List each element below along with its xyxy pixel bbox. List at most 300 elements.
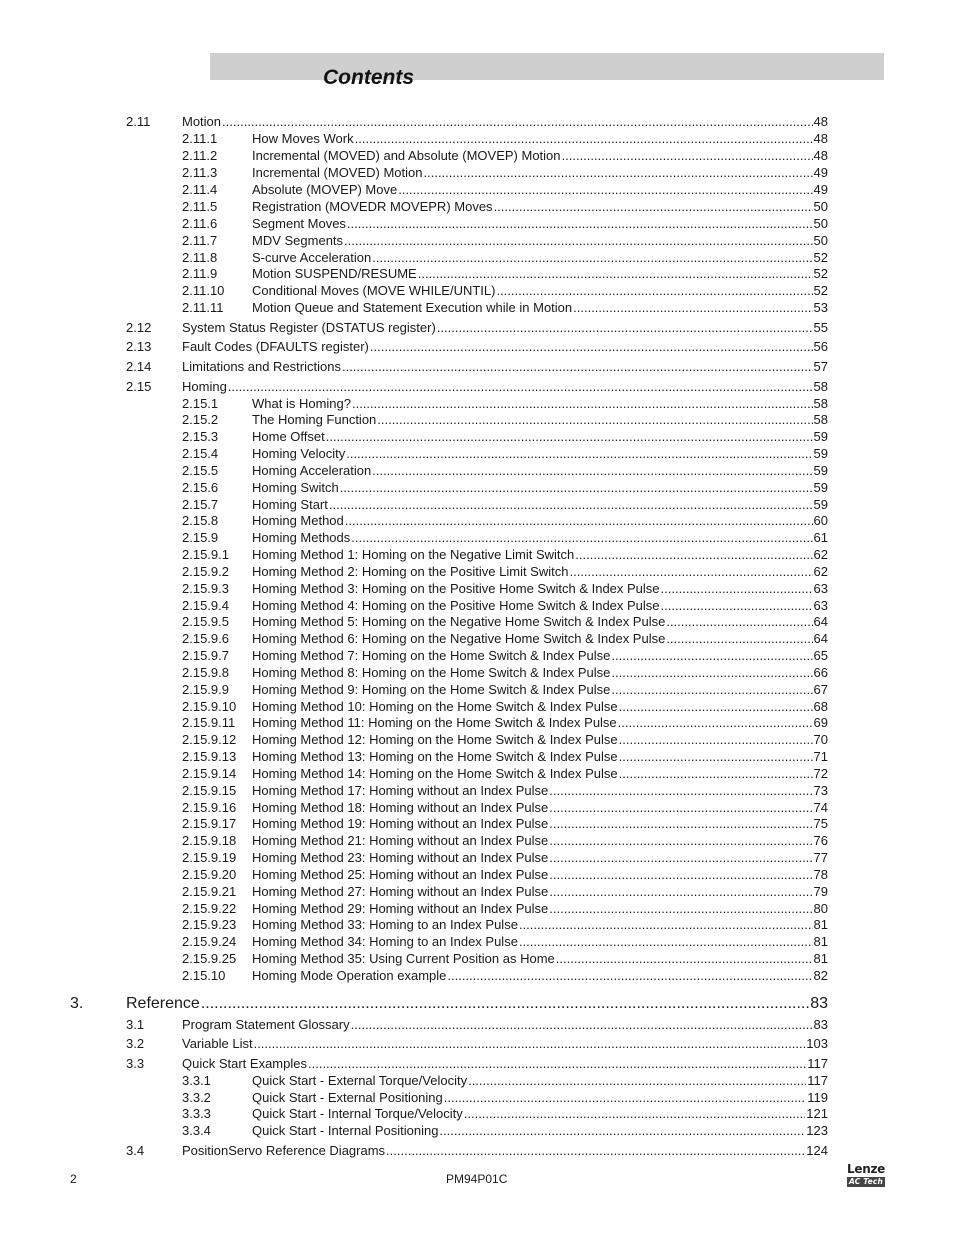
- toc-entry-page: 57: [813, 359, 828, 374]
- toc-entry[interactable]: [182, 563, 828, 580]
- toc-entry[interactable]: [182, 580, 828, 597]
- toc-entry-title: Homing Method 27: Homing without an Index Pulse: [252, 884, 549, 899]
- toc-entry-title: MDV Segments: [252, 233, 344, 248]
- toc-dot-leader: [619, 748, 813, 765]
- toc-entry-number: 2.15.5: [182, 463, 219, 478]
- toc-dot-leader: [418, 265, 813, 282]
- toc-entry-title: Homing Method 5: Homing on the Negative Home Switch & Index Pulse: [252, 614, 666, 629]
- toc-entry-page: 59: [813, 497, 828, 512]
- toc-entry[interactable]: [126, 1142, 828, 1159]
- toc-entry-title: Incremental (MOVED) Motion: [252, 165, 423, 180]
- toc-entry-number: 2.15.1: [182, 396, 219, 411]
- toc-entry[interactable]: [182, 866, 828, 883]
- toc-dot-leader: [562, 147, 813, 164]
- toc-entry-title: Home Offset: [252, 429, 325, 444]
- toc-entry-number: 2.15.9.15: [182, 783, 237, 798]
- toc-dot-leader: [370, 338, 813, 355]
- toc-dot-leader: [351, 1016, 813, 1033]
- toc-dot-leader: [464, 1105, 806, 1122]
- toc-entry[interactable]: [182, 900, 828, 917]
- toc-entry-title: Homing Method 25: Homing without an Index Pulse: [252, 867, 549, 882]
- toc-entry-title: Homing Velocity: [252, 446, 346, 461]
- toc-dot-leader: [619, 698, 813, 715]
- toc-entry-number: 2.15.9: [182, 530, 219, 545]
- toc-entry[interactable]: [182, 529, 828, 546]
- toc-dot-leader: [346, 445, 812, 462]
- toc-entry-title: Variable List: [182, 1036, 253, 1051]
- toc-dot-leader: [618, 714, 813, 731]
- toc-entry-page: 61: [813, 530, 828, 545]
- toc-entry[interactable]: [182, 428, 828, 445]
- toc-entry[interactable]: [182, 282, 828, 299]
- toc-entry-title: Homing Method 6: Homing on the Negative Home Switch & Index Pulse: [252, 631, 666, 646]
- toc-dot-leader: [228, 378, 813, 395]
- toc-entry-number: 2.13: [126, 339, 152, 354]
- toc-entry-number: 2.11: [126, 114, 151, 129]
- toc-entry-page: 67: [813, 682, 828, 697]
- toc-entry-page: 81: [813, 951, 828, 966]
- toc-dot-leader: [254, 1035, 806, 1052]
- toc-entry[interactable]: [182, 714, 828, 731]
- toc-entry-number: 2.14: [126, 359, 152, 374]
- toc-dot-leader: [549, 799, 812, 816]
- toc-entry-page: 79: [813, 884, 828, 899]
- toc-entry-title: Motion SUSPEND/RESUME: [252, 266, 417, 281]
- toc-dot-leader: [549, 832, 812, 849]
- toc-dot-leader: [372, 249, 812, 266]
- toc-entry-number: 2.15.9.12: [182, 732, 237, 747]
- toc-entry[interactable]: [182, 630, 828, 647]
- toc-entry-title: The Homing Function: [252, 412, 377, 427]
- toc-entry[interactable]: [126, 1035, 828, 1052]
- toc-entry-number: 2.11.9: [182, 266, 218, 281]
- toc-entry-title: Homing Method 33: Homing to an Index Pulse: [252, 917, 518, 932]
- toc-dot-leader: [573, 299, 812, 316]
- toc-dot-leader: [549, 900, 812, 917]
- toc-entry-number: 2.15.9.9: [182, 682, 229, 697]
- toc-entry-title: Homing Method 8: Homing on the Home Switch & Index Pulse: [252, 665, 611, 680]
- toc-entry-number: 2.15.9.8: [182, 665, 229, 680]
- toc-entry-page: 50: [813, 216, 828, 231]
- toc-entry[interactable]: [182, 265, 828, 282]
- toc-entry[interactable]: [182, 664, 828, 681]
- toc-entry-number: 2.15.9.22: [182, 901, 237, 916]
- toc-entry-title: Homing: [182, 379, 227, 394]
- toc-entry-title: Homing Method 7: Homing on the Home Switch & Index Pulse: [252, 648, 611, 663]
- toc-entry-page: 65: [813, 648, 828, 663]
- toc-entry-page: 83: [810, 995, 828, 1012]
- toc-entry-number: 2.11.6: [182, 216, 218, 231]
- toc-dot-leader: [222, 113, 813, 130]
- toc-entry-number: 2.15.9.6: [182, 631, 229, 646]
- footer-page-number: 2: [70, 1172, 77, 1186]
- toc-dot-leader: [519, 916, 813, 933]
- toc-entry-page: 59: [813, 446, 828, 461]
- toc-dot-leader: [355, 130, 813, 147]
- toc-entry[interactable]: [126, 378, 828, 395]
- toc-entry-page: 59: [813, 480, 828, 495]
- toc-entry[interactable]: [182, 479, 828, 496]
- toc-dot-leader: [666, 613, 812, 630]
- toc-entry-title: Segment Moves: [252, 216, 346, 231]
- toc-entry-title: Homing Method 14: Homing on the Home Switch & Index Pulse: [252, 766, 618, 781]
- toc-entry-page: 52: [813, 250, 828, 265]
- toc-entry-number: 3.4: [126, 1143, 145, 1158]
- toc-entry-page: 81: [813, 934, 828, 949]
- toc-entry-page: 69: [813, 715, 828, 730]
- toc-entry-title: Reference: [126, 995, 200, 1012]
- toc-entry-number: 2.15.9.19: [182, 850, 237, 865]
- toc-entry-page: 62: [813, 547, 828, 562]
- toc-entry-page: 56: [813, 339, 828, 354]
- toc-entry-page: 68: [813, 699, 828, 714]
- toc-entry-title: Homing Method 1: Homing on the Negative Limit Switch: [252, 547, 575, 562]
- toc-entry-page: 49: [813, 165, 828, 180]
- toc-entry-title: Limitations and Restrictions: [182, 359, 341, 374]
- toc-dot-leader: [329, 496, 813, 513]
- toc-entry[interactable]: [182, 546, 828, 563]
- toc-entry[interactable]: [182, 782, 828, 799]
- toc-entry-page: 52: [813, 266, 828, 281]
- toc-entry[interactable]: [182, 198, 828, 215]
- toc-entry[interactable]: [182, 411, 828, 428]
- toc-entry[interactable]: [182, 249, 828, 266]
- toc-dot-leader: [619, 731, 813, 748]
- toc-entry[interactable]: [182, 765, 828, 782]
- page-title: Contents: [323, 66, 414, 89]
- toc-entry[interactable]: [182, 933, 828, 950]
- toc-entry[interactable]: [182, 967, 828, 984]
- toc-entry[interactable]: [182, 164, 828, 181]
- toc-entry-title: Homing Method 29: Homing without an Index Pulse: [252, 901, 549, 916]
- toc-entry-title: Quick Start - External Positioning: [252, 1090, 443, 1105]
- toc-entry-title: Homing Method 13: Homing on the Home Switch & Index Pulse: [252, 749, 618, 764]
- toc-entry-title: Motion Queue and Statement Execution while in Motion: [252, 300, 573, 315]
- toc-entry-number: 2.15.7: [182, 497, 219, 512]
- toc-dot-leader: [386, 1142, 805, 1159]
- toc-entry-title: Homing Start: [252, 497, 328, 512]
- toc-entry[interactable]: [182, 849, 828, 866]
- toc-entry[interactable]: [182, 130, 828, 147]
- toc-entry-number: 2.15.8: [182, 513, 219, 528]
- toc-entry-number: 3.3.1: [182, 1073, 211, 1088]
- toc-entry[interactable]: [182, 950, 828, 967]
- toc-dot-leader: [444, 1089, 807, 1106]
- logo-wordmark: Lenze: [847, 1162, 885, 1176]
- toc-entry-title: Homing Mode Operation example: [252, 968, 447, 983]
- toc-entry-page: 119: [807, 1090, 828, 1105]
- toc-entry-number: 2.15.9.24: [182, 934, 237, 949]
- toc-entry[interactable]: [182, 748, 828, 765]
- toc-entry-page: 60: [813, 513, 828, 528]
- toc-entry-page: 66: [813, 665, 828, 680]
- toc-entry[interactable]: [182, 147, 828, 164]
- toc-dot-leader: [666, 630, 812, 647]
- toc-entry-number: 2.12: [126, 320, 152, 335]
- toc-dot-leader: [326, 428, 813, 445]
- toc-entry-page: 48: [813, 148, 828, 163]
- toc-entry-number: 2.15.9.18: [182, 833, 237, 848]
- toc-entry-number: 3.3.4: [182, 1123, 211, 1138]
- toc-entry-page: 50: [813, 199, 828, 214]
- toc-entry[interactable]: [182, 799, 828, 816]
- toc-entry[interactable]: [182, 1105, 828, 1122]
- toc-entry-number: 2.15.9.20: [182, 867, 237, 882]
- toc-entry-title: Incremental (MOVED) and Absolute (MOVEP) Motion: [252, 148, 561, 163]
- toc-entry-page: 48: [813, 131, 828, 146]
- toc-entry-number: 2.15.9.17: [182, 816, 237, 831]
- toc-entry-page: 55: [813, 320, 828, 335]
- toc-entry[interactable]: [182, 1072, 828, 1089]
- toc-entry-number: 3.2: [126, 1036, 145, 1051]
- toc-entry[interactable]: [126, 1055, 828, 1072]
- toc-entry-number: 2.15.9.25: [182, 951, 237, 966]
- toc-entry-number: 2.15.9.23: [182, 917, 237, 932]
- header-bar: [210, 53, 884, 80]
- toc-entry-title: Fault Codes (DFAULTS register): [182, 339, 369, 354]
- toc-entry-title: Quick Start - External Torque/Velocity: [252, 1073, 468, 1088]
- toc-dot-leader: [342, 358, 813, 375]
- toc-dot-leader: [345, 512, 813, 529]
- toc-entry-number: 2.11.7: [182, 233, 218, 248]
- toc-entry-page: 83: [813, 1017, 828, 1032]
- toc-entry-page: 50: [813, 233, 828, 248]
- toc-entry-title: Homing Method 18: Homing without an Index Pulse: [252, 800, 549, 815]
- toc-entry-title: Homing Method 23: Homing without an Index Pulse: [252, 850, 549, 865]
- toc-entry[interactable]: [182, 462, 828, 479]
- toc-dot-leader: [372, 462, 812, 479]
- toc-entry-page: 123: [806, 1123, 828, 1138]
- toc-entry-title: Homing Method 9: Homing on the Home Switch & Index Pulse: [252, 682, 611, 697]
- toc-entry[interactable]: [182, 1122, 828, 1139]
- toc-entry-page: 58: [813, 379, 828, 394]
- toc-entry-title: Homing Switch: [252, 480, 339, 495]
- toc-entry-page: 62: [813, 564, 828, 579]
- toc-entry-page: 76: [813, 833, 828, 848]
- logo-subtitle: AC Tech: [848, 1177, 884, 1186]
- toc-entry[interactable]: [182, 232, 828, 249]
- toc-entry-page: 103: [806, 1036, 828, 1051]
- toc-entry-title: System Status Register (DSTATUS register): [182, 320, 436, 335]
- toc-entry-number: 2.11.10: [182, 283, 225, 298]
- toc-dot-leader: [201, 993, 809, 1014]
- toc-entry-number: 3.3.2: [182, 1090, 211, 1105]
- toc-dot-leader: [347, 215, 813, 232]
- toc-entry[interactable]: [182, 815, 828, 832]
- toc-entry[interactable]: [182, 832, 828, 849]
- toc-entry-page: 59: [813, 429, 828, 444]
- toc-entry-number: 2.11.5: [182, 199, 218, 214]
- toc-entry-number: 2.11.1: [182, 131, 218, 146]
- toc-entry-title: Homing Methods: [252, 530, 351, 545]
- toc-dot-leader: [661, 597, 813, 614]
- toc-entry-number: 2.15.9.21: [182, 884, 237, 899]
- toc-entry-page: 77: [813, 850, 828, 865]
- toc-dot-leader: [439, 1122, 805, 1139]
- toc-entry-page: 78: [813, 867, 828, 882]
- toc-dot-leader: [447, 967, 812, 984]
- toc-dot-leader: [437, 319, 813, 336]
- toc-entry-number: 2.15.4: [182, 446, 219, 461]
- toc-entry-page: 58: [813, 412, 828, 427]
- toc-entry-page: 59: [813, 463, 828, 478]
- toc-entry-page: 74: [813, 800, 828, 815]
- toc-entry-title: Homing Method 12: Homing on the Home Switch & Index Pulse: [252, 732, 618, 747]
- toc-entry-number: 2.15.3: [182, 429, 219, 444]
- toc-dot-leader: [549, 883, 812, 900]
- toc-entry-number: 3.: [70, 995, 84, 1012]
- toc-entry-title: How Moves Work: [252, 131, 354, 146]
- toc-entry[interactable]: [182, 698, 828, 715]
- toc-entry-page: 71: [813, 749, 828, 764]
- toc-entry[interactable]: [182, 681, 828, 698]
- toc-entry-number: 2.15.9.7: [182, 648, 229, 663]
- toc-entry-title: Homing Method 3: Homing on the Positive Home Switch & Index Pulse: [252, 581, 660, 596]
- toc-entry-title: S-curve Acceleration: [252, 250, 372, 265]
- toc-entry[interactable]: [126, 338, 828, 355]
- toc-dot-leader: [549, 866, 812, 883]
- toc-dot-leader: [308, 1055, 806, 1072]
- toc-entry-title: Homing Method 2: Homing on the Positive Limit Switch: [252, 564, 569, 579]
- toc-entry-number: 2.15.9.16: [182, 800, 237, 815]
- toc-entry-page: 72: [813, 766, 828, 781]
- toc-entry-page: 117: [807, 1073, 828, 1088]
- toc-entry[interactable]: [126, 113, 828, 130]
- toc-entry[interactable]: [182, 496, 828, 513]
- toc-entry[interactable]: [182, 916, 828, 933]
- toc-dot-leader: [519, 933, 813, 950]
- toc-entry-title: Conditional Moves (MOVE WHILE/UNTIL): [252, 283, 496, 298]
- toc-entry-title: Quick Start - Internal Torque/Velocity: [252, 1106, 463, 1121]
- toc-entry-page: 53: [813, 300, 828, 315]
- toc-entry-page: 80: [813, 901, 828, 916]
- toc-entry-title: Quick Start - Internal Positioning: [252, 1123, 439, 1138]
- toc-entry-number: 2.11.11: [182, 300, 224, 315]
- toc-dot-leader: [611, 647, 812, 664]
- toc-entry-title: Homing Acceleration: [252, 463, 372, 478]
- toc-dot-leader: [611, 664, 812, 681]
- toc-dot-leader: [556, 950, 813, 967]
- toc-dot-leader: [549, 849, 812, 866]
- toc-entry-title: Motion: [182, 114, 222, 129]
- toc-entry-page: 48: [813, 114, 828, 129]
- toc-entry-title: Homing Method: [252, 513, 344, 528]
- toc-entry-page: 58: [813, 396, 828, 411]
- footer-doc-code: PM94P01C: [446, 1172, 508, 1186]
- toc-entry[interactable]: [182, 181, 828, 198]
- toc-dot-leader: [398, 181, 812, 198]
- toc-entry-number: 2.15.9.4: [182, 598, 229, 613]
- toc-entry[interactable]: [182, 731, 828, 748]
- toc-entry-number: 2.15: [126, 379, 152, 394]
- toc-entry-title: PositionServo Reference Diagrams: [182, 1143, 386, 1158]
- toc-entry-title: Homing Method 34: Homing to an Index Pulse: [252, 934, 518, 949]
- toc-entry-number: 2.11.2: [182, 148, 218, 163]
- toc-entry-number: 2.15.6: [182, 480, 219, 495]
- toc-dot-leader: [496, 282, 812, 299]
- toc-entry-number: 2.11.8: [182, 250, 218, 265]
- toc-entry-page: 64: [813, 614, 828, 629]
- toc-entry-page: 63: [813, 581, 828, 596]
- toc-entry[interactable]: [182, 1089, 828, 1106]
- toc-entry-page: 82: [813, 968, 828, 983]
- toc-entry[interactable]: [182, 597, 828, 614]
- toc-dot-leader: [661, 580, 813, 597]
- toc-entry-page: 73: [813, 783, 828, 798]
- toc-entry-page: 81: [813, 917, 828, 932]
- toc-entry[interactable]: [126, 358, 828, 375]
- toc-entry-title: Homing Method 11: Homing on the Home Switch & Index Pulse: [252, 715, 617, 730]
- toc-entry-number: 2.15.2: [182, 412, 219, 427]
- toc-entry-number: 3.3.3: [182, 1106, 211, 1121]
- toc-entry-page: 117: [807, 1056, 828, 1071]
- toc-entry[interactable]: [126, 319, 828, 336]
- toc-entry-title: Homing Method 35: Using Current Position as Home: [252, 951, 555, 966]
- toc-dot-leader: [468, 1072, 806, 1089]
- toc-entry-page: 52: [813, 283, 828, 298]
- toc-entry[interactable]: [182, 395, 828, 412]
- toc-entry-number: 2.15.9.2: [182, 564, 229, 579]
- toc-entry-title: Absolute (MOVEP) Move: [252, 182, 398, 197]
- toc-entry[interactable]: [182, 445, 828, 462]
- toc-entry-page: 70: [813, 732, 828, 747]
- toc-entry-number: 2.15.9.5: [182, 614, 229, 629]
- toc-entry-number: 2.11.4: [182, 182, 218, 197]
- toc-dot-leader: [611, 681, 812, 698]
- toc-entry[interactable]: [182, 512, 828, 529]
- toc-dot-leader: [575, 546, 812, 563]
- toc-entry[interactable]: [182, 613, 828, 630]
- toc-entry-number: 2.15.9.13: [182, 749, 237, 764]
- toc-dot-leader: [377, 411, 812, 428]
- toc-entry-page: 124: [806, 1143, 828, 1158]
- toc-entry-number: 2.15.9.14: [182, 766, 237, 781]
- toc-entry-page: 75: [813, 816, 828, 831]
- toc-entry[interactable]: [182, 647, 828, 664]
- toc-dot-leader: [549, 782, 812, 799]
- toc-entry-title: Registration (MOVEDR MOVEPR) Moves: [252, 199, 493, 214]
- toc-entry[interactable]: [70, 993, 828, 1014]
- toc-entry-number: 3.3: [126, 1056, 145, 1071]
- toc-dot-leader: [494, 198, 813, 215]
- toc-dot-leader: [424, 164, 813, 181]
- toc-entry-number: 2.15.9.11: [182, 715, 236, 730]
- toc-entry-number: 2.15.9.10: [182, 699, 237, 714]
- toc-dot-leader: [619, 765, 813, 782]
- toc-entry-title: What is Homing?: [252, 396, 351, 411]
- toc-dot-leader: [340, 479, 813, 496]
- toc-entry-title: Homing Method 17: Homing without an Index Pulse: [252, 783, 549, 798]
- toc-entry-title: Program Statement Glossary: [182, 1017, 350, 1032]
- toc-entry-page: 63: [813, 598, 828, 613]
- toc-entry[interactable]: [182, 883, 828, 900]
- toc-entry-title: Homing Method 4: Homing on the Positive Home Switch & Index Pulse: [252, 598, 660, 613]
- toc-entry-number: 2.15.10: [182, 968, 226, 983]
- toc-entry-number: 3.1: [126, 1017, 145, 1032]
- toc-entry[interactable]: [182, 299, 828, 316]
- toc-entry-page: 49: [813, 182, 828, 197]
- toc-entry-title: Homing Method 19: Homing without an Index Pulse: [252, 816, 549, 831]
- toc-entry-title: Quick Start Examples: [182, 1056, 307, 1071]
- toc-entry-title: Homing Method 21: Homing without an Index Pulse: [252, 833, 549, 848]
- toc-dot-leader: [352, 395, 813, 412]
- toc-entry[interactable]: [182, 215, 828, 232]
- toc-entry-number: 2.11.3: [182, 165, 218, 180]
- toc-entry[interactable]: [126, 1016, 828, 1033]
- toc-entry-number: 2.15.9.1: [182, 547, 229, 562]
- toc-dot-leader: [549, 815, 812, 832]
- toc-dot-leader: [351, 529, 812, 546]
